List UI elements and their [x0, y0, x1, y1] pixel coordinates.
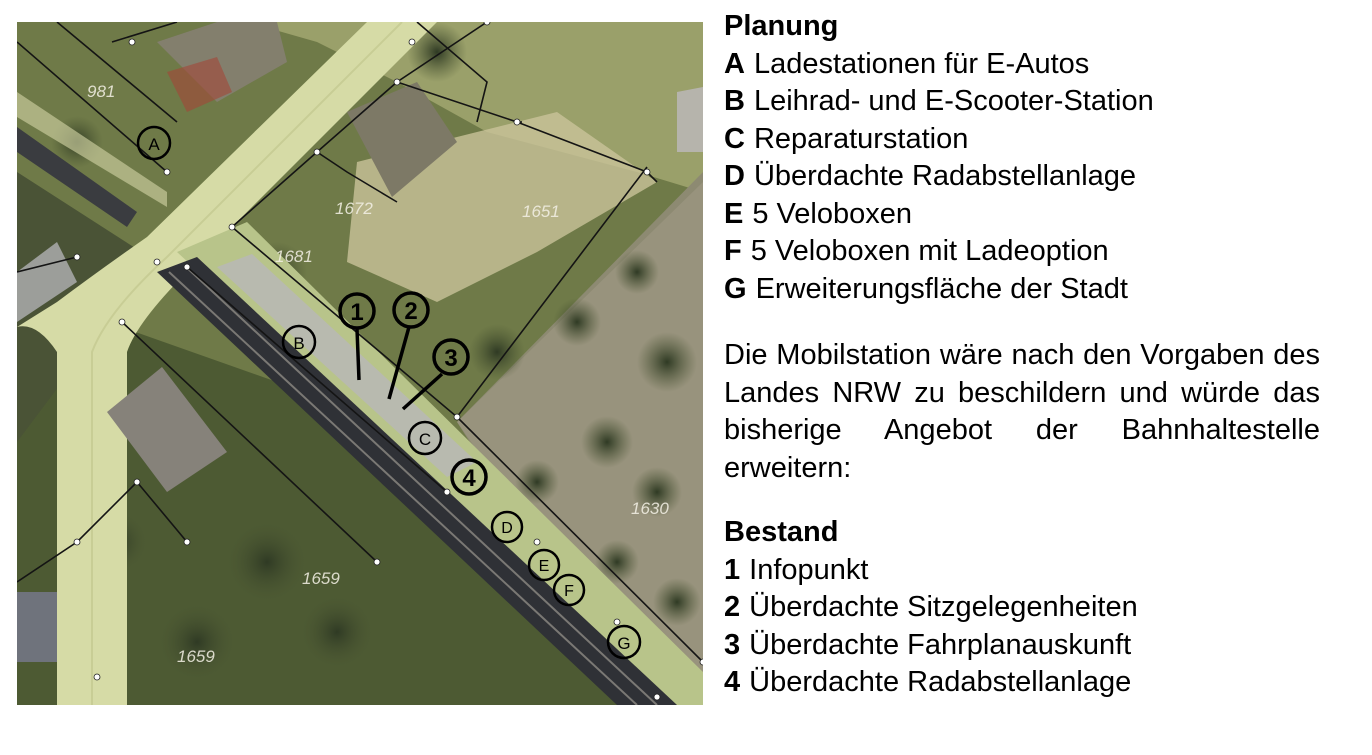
legend-text: Überdachte Radabstellanlage — [753, 160, 1137, 192]
planung-item-a — [724, 46, 1320, 84]
marker-label: B — [293, 334, 305, 353]
planung-heading: Planung — [724, 10, 839, 42]
legend-text: Überdachte Fahrplanauskunft — [749, 628, 1132, 661]
marker-label: E — [538, 558, 550, 575]
legend-key: E — [724, 197, 744, 230]
bestand-item-1 — [724, 552, 1320, 590]
legend-key: G — [724, 272, 747, 305]
legend-key: C — [724, 122, 745, 155]
parcel-label: 981 — [87, 82, 116, 101]
marker-label: F — [564, 583, 574, 600]
map-svg — [17, 22, 703, 705]
building-lower-left — [17, 592, 57, 662]
legend-text: Leihrad- und E-Scooter-Station — [753, 85, 1154, 117]
bestand-heading: Bestand — [724, 516, 839, 548]
legend-text: Überdachte Radabstellanlage — [749, 666, 1132, 698]
parcel-label: 1630 — [631, 499, 669, 518]
legend-key: B — [724, 85, 745, 117]
legend-panel — [724, 8, 1320, 702]
legend-key: A — [724, 47, 745, 80]
parcel-label: 1659 — [302, 569, 340, 588]
planung-item-f — [724, 233, 1320, 271]
parcel-label: 1672 — [335, 199, 373, 218]
legend-key: 4 — [724, 666, 741, 698]
legend-key: D — [724, 160, 745, 192]
legend-key: F — [724, 235, 742, 267]
legend-key: 2 — [724, 591, 741, 623]
legend-text: Überdachte Sitzgelegenheiten — [749, 591, 1138, 623]
legend-text: Erweiterungsfläche der Stadt — [755, 272, 1128, 305]
legend-text: 5 Veloboxen mit Ladeoption — [750, 235, 1109, 267]
marker-label: G — [617, 634, 631, 653]
building-right — [677, 87, 703, 152]
planung-item-b — [724, 83, 1320, 121]
bestand-item-3 — [724, 627, 1320, 665]
planung-item-e — [724, 196, 1320, 234]
description-paragraph: Die Mobilstation wäre nach den Vorgaben des Landes NRW zu beschildern und würde das bisherige Angebot der Bahnhaltestelle erweitern: — [724, 339, 1320, 484]
marker-label: D — [501, 520, 513, 537]
planung-item-g — [724, 271, 1320, 309]
legend-text: Infopunkt — [749, 553, 869, 586]
marker-label: 2 — [404, 298, 418, 325]
marker-label: 1 — [350, 299, 364, 326]
legend-key: 1 — [724, 553, 741, 586]
legend-key: 3 — [724, 628, 741, 661]
planung-item-d — [724, 158, 1320, 196]
aerial-map[interactable] — [17, 22, 703, 705]
bestand-item-2 — [724, 589, 1320, 627]
parcel-label: 1681 — [275, 247, 313, 266]
legend-text: Ladestationen für E-Autos — [753, 47, 1090, 80]
marker-label: 4 — [462, 465, 476, 492]
parcel-label: 1659 — [177, 647, 215, 666]
planung-item-c — [724, 121, 1320, 159]
marker-label: 3 — [444, 345, 458, 372]
bestand-item-4 — [724, 664, 1320, 702]
marker-label: C — [418, 430, 432, 449]
parcel-label: 1651 — [522, 202, 560, 221]
legend-text: 5 Veloboxen — [752, 197, 912, 230]
legend-text: Reparaturstation — [753, 122, 969, 155]
marker-label: A — [148, 135, 160, 154]
